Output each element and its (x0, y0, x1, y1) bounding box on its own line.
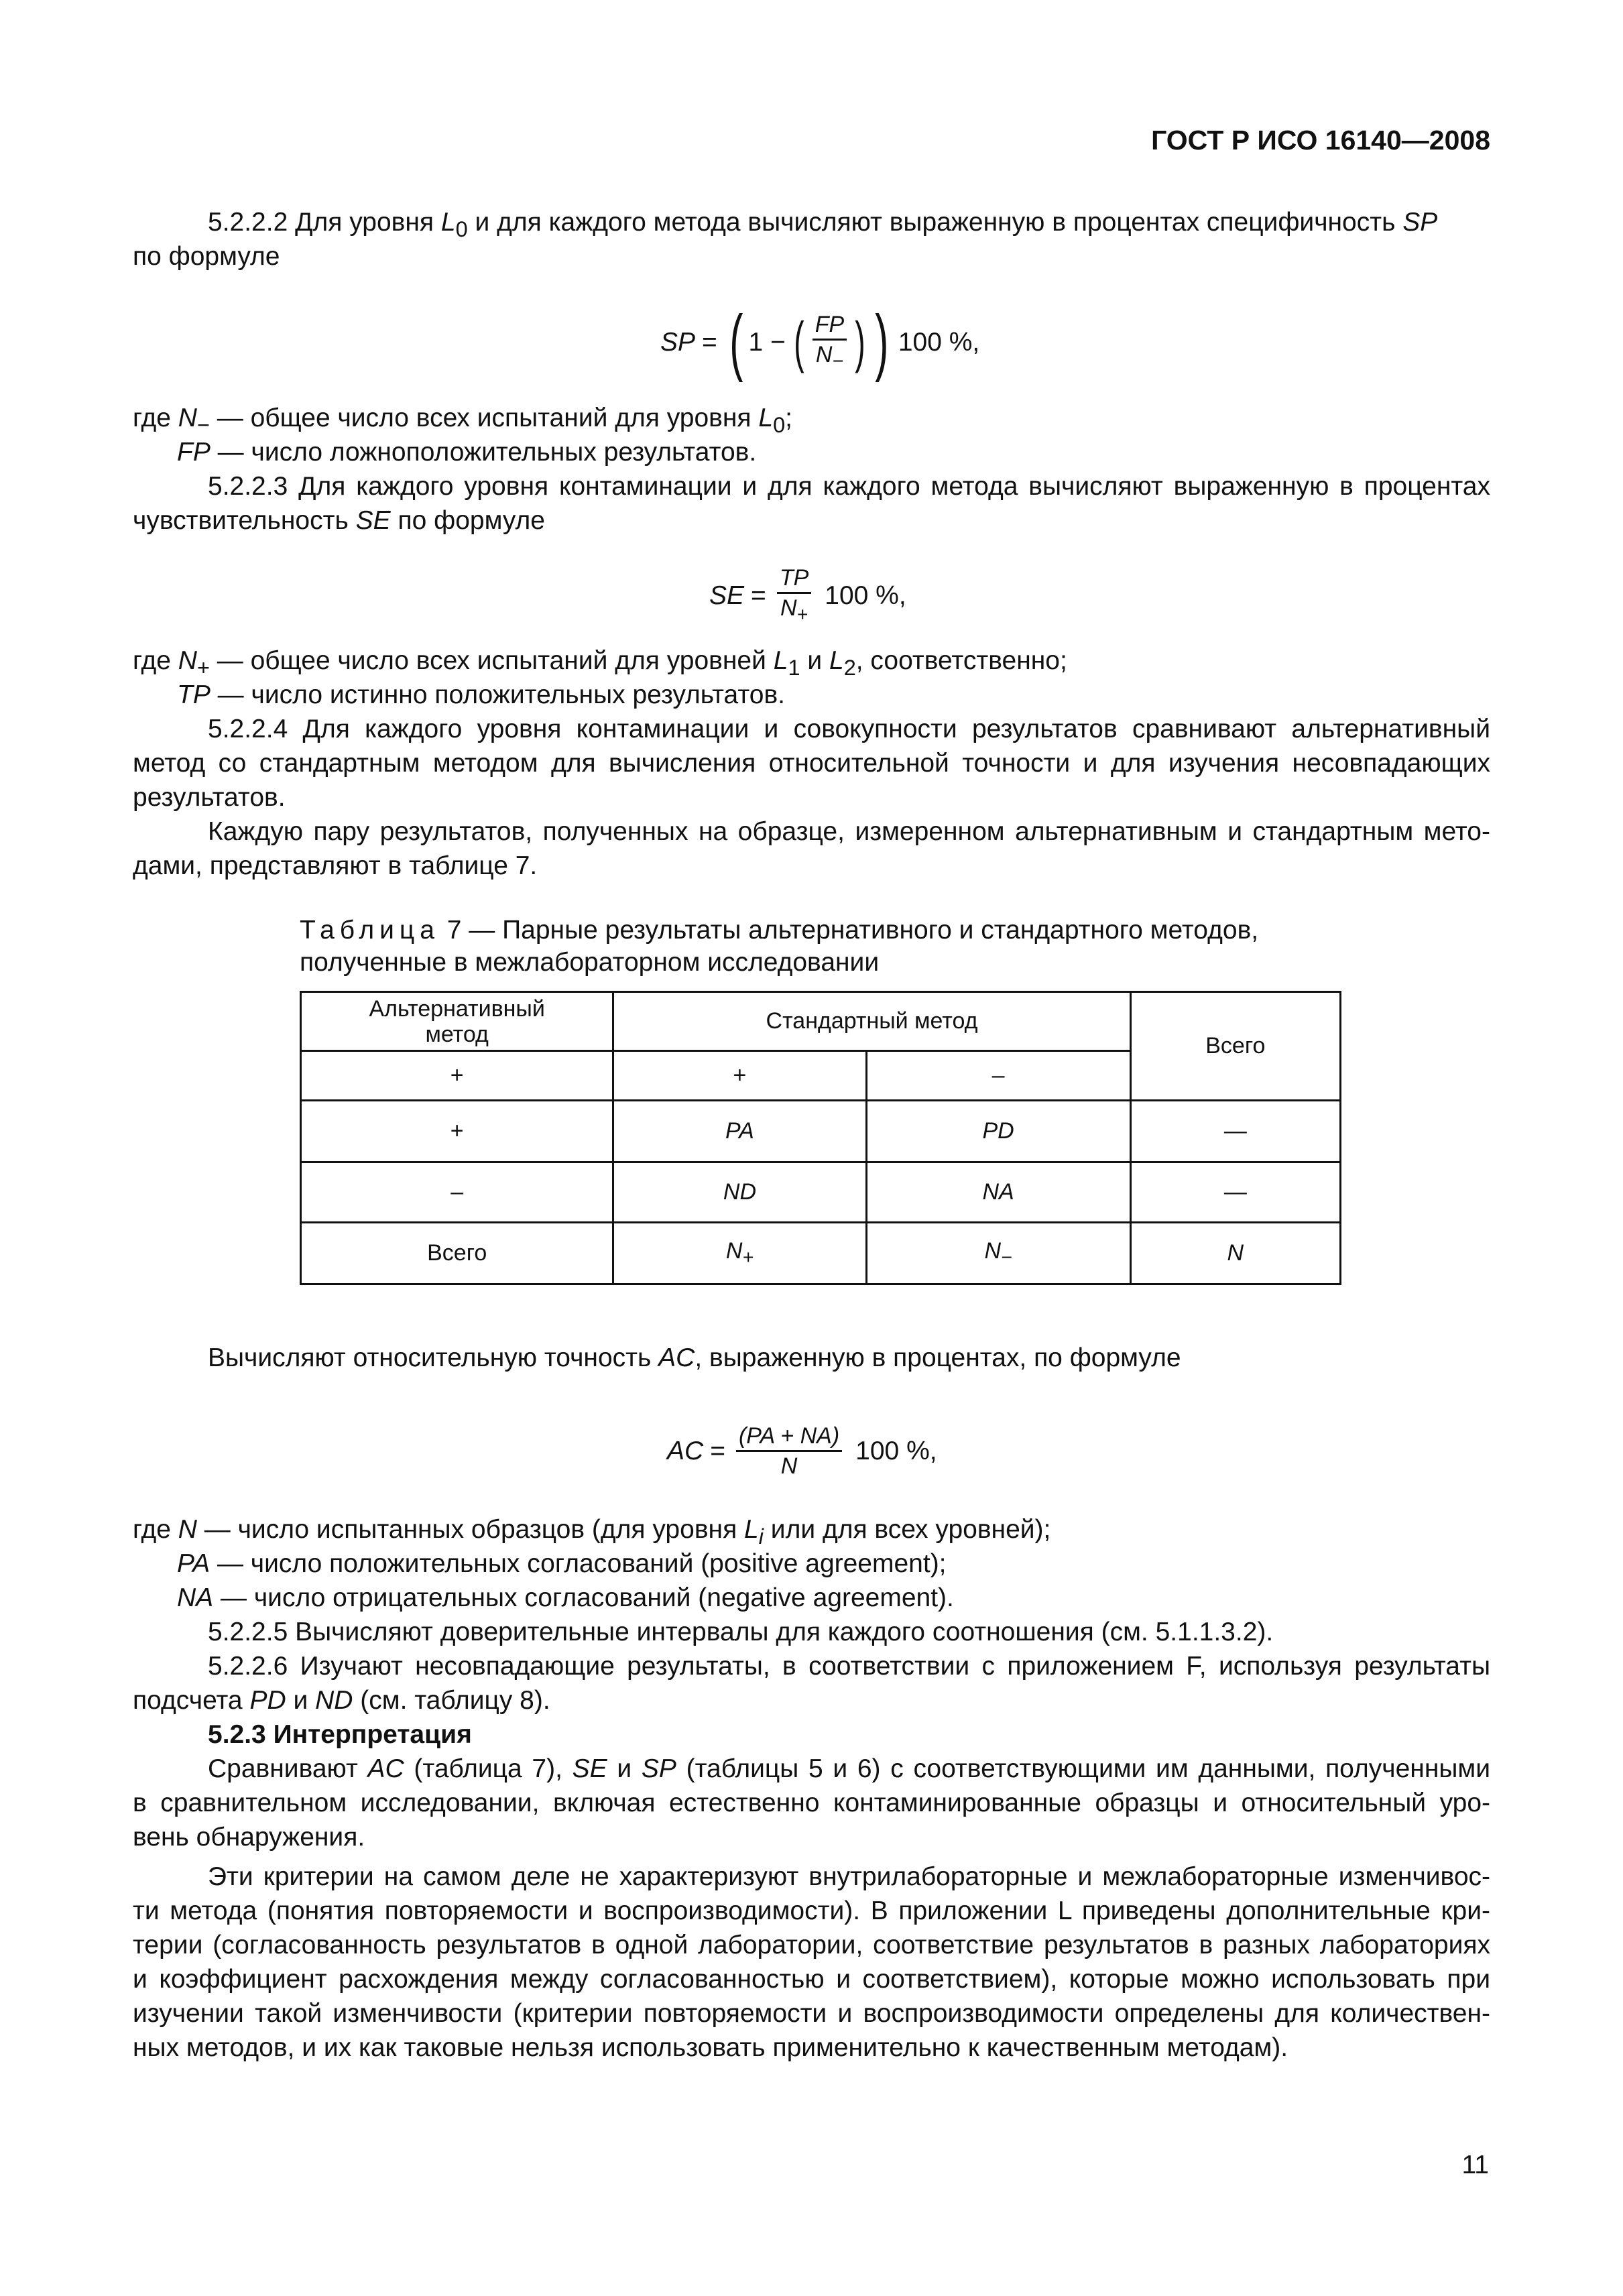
paragraph-5224-line1: 5.2.2.4 Для каждого уровня контаминации и совокупности результатов сравнивают альтернативный (208, 715, 1490, 743)
paragraph-5224-line2: метод со стандартным методом для вычисления относительной точности и для изучения несовпадающих (133, 749, 1490, 778)
paragraph-5222-line2: по формуле (133, 242, 280, 271)
paragraph-523-p2-line6: ных методов, и их как таковые нельзя использовать применительно к качественным методам). (133, 2033, 1288, 2062)
paragraph-5222-line1: 5.2.2.2 Для уровня $L_0$ и для каждого метода вычисляют выраженную в процентах специфичность SP (208, 208, 1438, 241)
table7-cell: N (1130, 1223, 1340, 1284)
paragraph-523-p1-line3: вень обнаружения. (133, 1823, 365, 1852)
paragraph-523-p2-line4: и коэффициент расхождения между согласованностью и соответствием), которые можно использовать при (133, 1965, 1490, 1994)
right-paren-inner: ) (855, 310, 865, 373)
paragraph-5226-line2: подсчета PD и ND (см. таблицу 8). (133, 1686, 550, 1715)
table7-cell: – (301, 1162, 613, 1223)
table7-total-row (301, 1223, 1341, 1284)
table7-cell: ND (613, 1162, 866, 1223)
paragraph-523-p2-line2: ти метода (понятия повторяемости и воспроизводимости). В приложении L приведены дополнительные кри- (133, 1896, 1490, 1925)
paragraph-5225: 5.2.2.5 Вычисляют доверительные интервалы для каждого соотношения (см. 5.1.1.3.2). (208, 1618, 1274, 1646)
where-na: NA — число отрицательных согласований (negative agreement). (177, 1583, 954, 1612)
paragraph-523-p1-line2: в сравнительном исследовании, включая естественно контаминированные образцы и относительный уро- (133, 1789, 1490, 1817)
formula-se: SE = $\frac{TP}{N_+}$ 100 %, (709, 564, 906, 625)
paragraph-pairs-line1: Каждую пару результатов, полученных на образце, измеренном альтернативным и стандартным мето- (208, 817, 1490, 846)
fraction-fp-n: $\frac{FP}{N_-}$ (813, 313, 847, 371)
fraction-tp-n: $\frac{TP}{N_+}$ (777, 566, 811, 624)
table7-cell: $N_+$ (613, 1223, 866, 1284)
standard-header: ГОСТ Р ИСО 16140—2008 (1151, 125, 1490, 156)
paragraph-5223-line2: чувствительность SE по формуле (133, 506, 545, 535)
left-paren: ( (729, 300, 743, 383)
fraction-pa-na-n: $\frac{(PA + NA)}{N}$ (736, 1425, 842, 1477)
paragraph-523-p2-line1: Эти критерии на самом деле не характеризуют внутрилабораторные и межлабораторные изменчивос- (208, 1862, 1490, 1891)
paragraph-5226-line1: 5.2.2.6 Изучают несовпадающие результаты, в соответствии с приложением F, используя результаты (208, 1652, 1490, 1681)
where-pa: PA — число положительных согласований (positive agreement); (177, 1549, 947, 1578)
table7-cell: PD (866, 1101, 1130, 1162)
paragraph-5223-line1: 5.2.2.3 Для каждого уровня контаминации и для каждого метода вычисляют выраженную в процентах (208, 472, 1490, 501)
paragraph-523-p1-line1: Сравнивают AC (таблица 7), SE и SP (таблицы 5 и 6) с соответствующими им данными, полученными (208, 1754, 1490, 1783)
table7-sub-minus: – (866, 1051, 1130, 1101)
table7-header-total: Всего (1130, 992, 1340, 1101)
table7-cell: — (1130, 1162, 1340, 1223)
table7-sub-plus: + (613, 1051, 866, 1101)
table7-caption-line1: Таблица 7 — Парные результаты альтернативного и стандартного методов, (300, 916, 1259, 945)
where-n: где N — число испытанных образцов (для уровня $L_i$ или для всех уровней); (133, 1515, 1051, 1549)
section-523-heading: 5.2.3 Интерпретация (208, 1720, 472, 1749)
table-row (301, 1101, 1341, 1162)
table7-cell: $N_-$ (866, 1223, 1130, 1284)
table7-cell: Всего (301, 1223, 613, 1284)
where-fp: FP — число ложноположительных результатов. (177, 438, 757, 467)
table7-cell: + (301, 1101, 613, 1162)
paragraph-5224-line3: результатов. (133, 783, 286, 812)
right-paren: ) (875, 300, 889, 383)
paragraph-523-p2-line3: терии (согласованность результатов в одной лаборатории, соответствие результатов в разных лабораториях (133, 1931, 1490, 1959)
left-paren-inner: ( (794, 310, 804, 373)
table7-cell: — (1130, 1101, 1340, 1162)
table7 (300, 991, 1341, 1285)
paragraph-pairs-line2: дами, представляют в таблице 7. (133, 851, 538, 880)
formula-sp: SP = ( 1 − ( $\frac{FP}{N_-}$ ) ) 100 %, (660, 300, 980, 383)
page-number: 11 (1461, 2151, 1489, 2179)
table7-header-std: Стандартный метод (613, 992, 1130, 1051)
where-n-minus: где $N_-$ — общее число всех испытаний для уровня $L_0$; (133, 404, 792, 437)
where-n-plus: где $N_+$ — общее число всех испытаний для уровней $L_1$ и $L_2$, соответственно; (133, 646, 1067, 680)
where-tp: TP — число истинно положительных результатов. (177, 680, 786, 709)
formula-ac: AC = $\frac{(PA + NA)}{N}$ 100 %, (667, 1423, 937, 1479)
paragraph-523-p2-line5: изучении такой изменчивости (критерии повторяемости и воспроизводимости определены для количествен- (133, 1999, 1490, 2028)
table7-cell: NA (866, 1162, 1130, 1223)
table7-caption-line2: полученные в межлабораторном исследовании (300, 948, 880, 977)
table7-header-row (301, 992, 1341, 1051)
table7-sub-alt: + (301, 1051, 613, 1101)
table7-header-alt: Альтернативный метод (301, 992, 613, 1051)
table7-cell: PA (613, 1101, 866, 1162)
accuracy-intro: Вычисляют относительную точность AC, выраженную в процентах, по формуле (208, 1343, 1181, 1372)
table-row (301, 1162, 1341, 1223)
